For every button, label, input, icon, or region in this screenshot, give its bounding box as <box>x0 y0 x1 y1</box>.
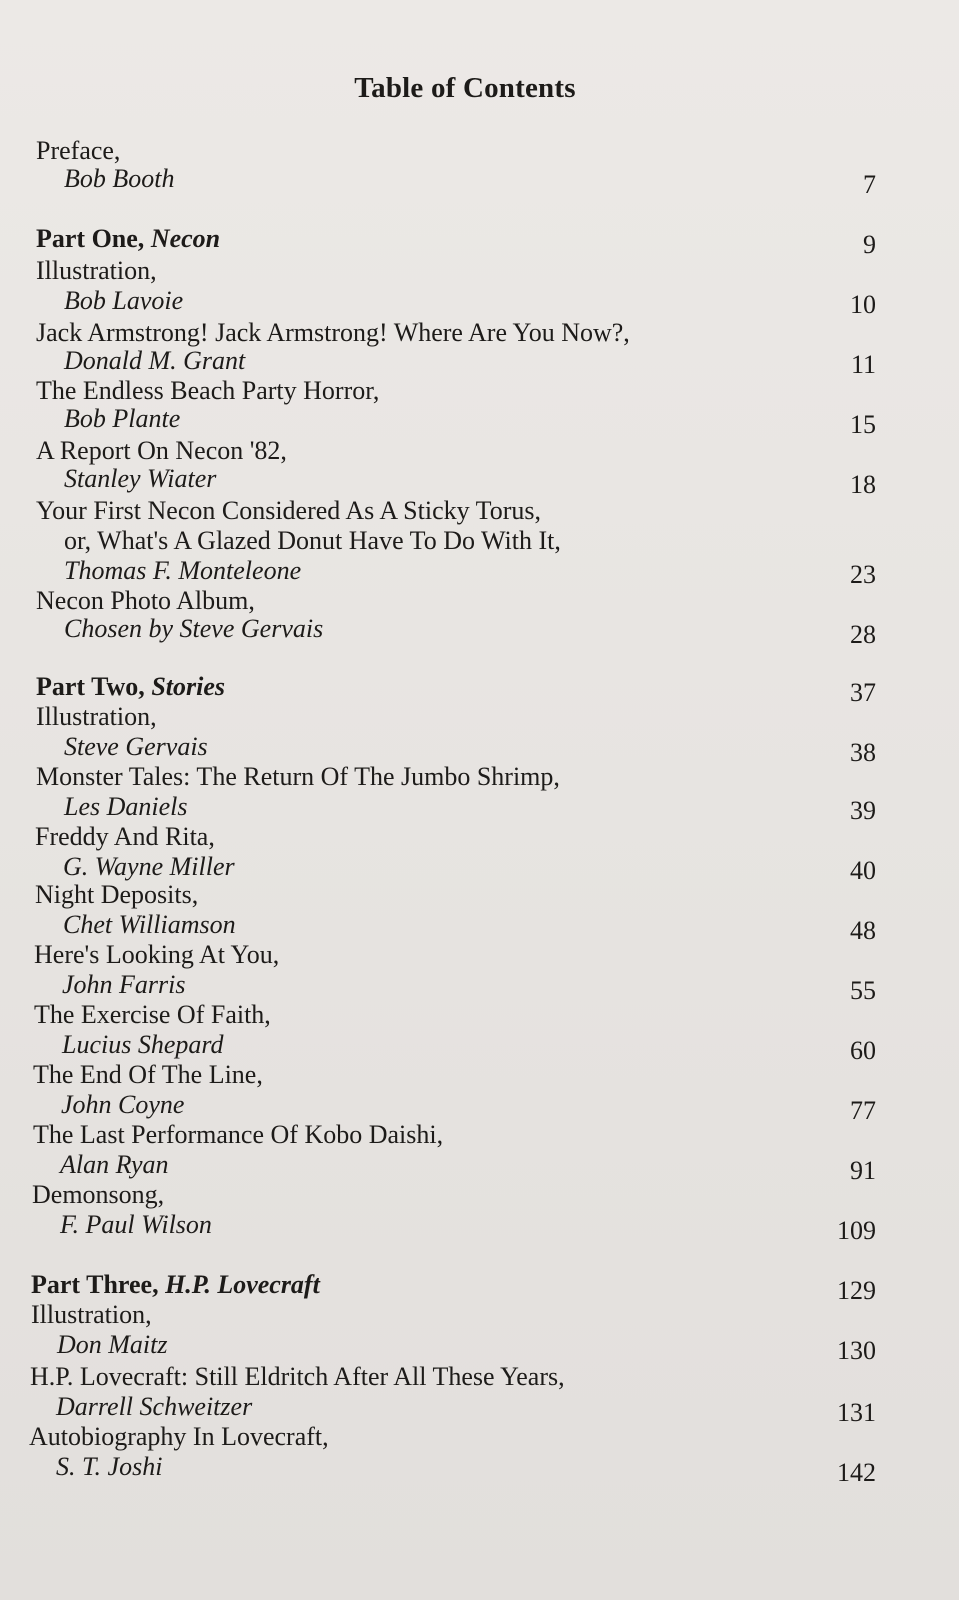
entry-author: John Farris <box>62 970 186 999</box>
part-name: Stories <box>151 672 225 701</box>
entry-page: 18 <box>850 470 876 499</box>
entry-author: Donald M. Grant <box>64 346 246 375</box>
entry-author: Bob Lavoie <box>64 286 184 315</box>
entry-page: 77 <box>850 1096 876 1125</box>
entry-author: Les Daniels <box>64 792 188 821</box>
entry-page: 11 <box>850 350 876 379</box>
entry-author: Alan Ryan <box>60 1150 169 1179</box>
entry-author: Thomas F. Monteleone <box>64 556 302 585</box>
entry-page: 38 <box>850 738 876 767</box>
entry-title: A Report On Necon '82, <box>36 436 287 465</box>
entry-title: Your First Necon Considered As A Sticky Torus, <box>36 496 541 525</box>
entry-page: 130 <box>837 1336 876 1365</box>
entry-title: Night Deposits, <box>35 880 199 909</box>
entry-author: Chosen by Steve Gervais <box>64 614 324 643</box>
part-name: Necon <box>150 224 221 253</box>
part-label: Part One, <box>36 224 145 253</box>
entry-page: 109 <box>837 1216 876 1245</box>
entry-author: Darrell Schweitzer <box>56 1392 253 1421</box>
part-label: Part Two, <box>36 672 145 701</box>
entry-page: 142 <box>837 1458 876 1487</box>
entry-author: Steve Gervais <box>64 732 208 761</box>
entry-title: Illustration, <box>36 256 157 285</box>
entry-author: Don Maitz <box>57 1330 168 1359</box>
entry-author: S. T. Joshi <box>56 1452 163 1481</box>
part-label: Part Three, <box>31 1270 159 1299</box>
entry-page: 60 <box>850 1036 876 1065</box>
entry-page: 28 <box>850 620 876 649</box>
entry-page: 10 <box>850 290 876 319</box>
part-one-heading <box>36 224 220 254</box>
entry-page: 40 <box>850 856 876 885</box>
entry-title: Monster Tales: The Return Of The Jumbo Shrimp, <box>36 762 560 791</box>
entry-title: The End Of The Line, <box>33 1060 263 1089</box>
entry-title: Jack Armstrong! Jack Armstrong! Where Are You Now?, <box>36 318 630 347</box>
preface-author: Bob Booth <box>64 164 175 193</box>
entry-title: Illustration, <box>36 702 157 731</box>
entry-author: G. Wayne Miller <box>63 852 235 881</box>
entry-author: Chet Williamson <box>63 910 236 939</box>
entry-subtitle: or, What's A Glazed Donut Have To Do With It, <box>64 526 561 555</box>
entry-title: Demonsong, <box>32 1180 165 1209</box>
entry-page: 39 <box>850 796 876 825</box>
entry-page: 15 <box>850 410 876 439</box>
entry-title: Autobiography In Lovecraft, <box>29 1422 329 1451</box>
entry-title: Freddy And Rita, <box>35 822 215 851</box>
entry-title: Here's Looking At You, <box>34 940 280 969</box>
entry-author: John Coyne <box>61 1090 185 1119</box>
entry-page: 23 <box>850 560 876 589</box>
preface-title: Preface, <box>36 136 121 165</box>
part-two-heading <box>36 672 225 702</box>
entry-author: Stanley Wiater <box>64 464 217 493</box>
entry-author: F. Paul Wilson <box>60 1210 212 1239</box>
entry-page: 55 <box>850 976 876 1005</box>
page-title: Table of Contents <box>354 72 576 104</box>
entry-title: The Endless Beach Party Horror, <box>36 376 380 405</box>
part-three-heading <box>31 1270 320 1300</box>
entry-page: 91 <box>850 1156 876 1185</box>
entry-author: Bob Plante <box>64 404 181 433</box>
preface-page: 7 <box>863 170 876 199</box>
entry-page: 131 <box>837 1398 876 1427</box>
part-two-page: 37 <box>850 678 876 707</box>
part-three-page: 129 <box>837 1276 876 1305</box>
entry-title: The Exercise Of Faith, <box>34 1000 271 1029</box>
entry-title: H.P. Lovecraft: Still Eldritch After All These Years, <box>30 1362 565 1391</box>
entry-title: Necon Photo Album, <box>36 586 255 615</box>
entry-title: The Last Performance Of Kobo Daishi, <box>33 1120 444 1149</box>
entry-title: Illustration, <box>31 1300 152 1329</box>
part-name: H.P. Lovecraft <box>165 1270 320 1299</box>
part-one-page: 9 <box>863 230 876 259</box>
entry-page: 48 <box>850 916 876 945</box>
entry-author: Lucius Shepard <box>62 1030 224 1059</box>
